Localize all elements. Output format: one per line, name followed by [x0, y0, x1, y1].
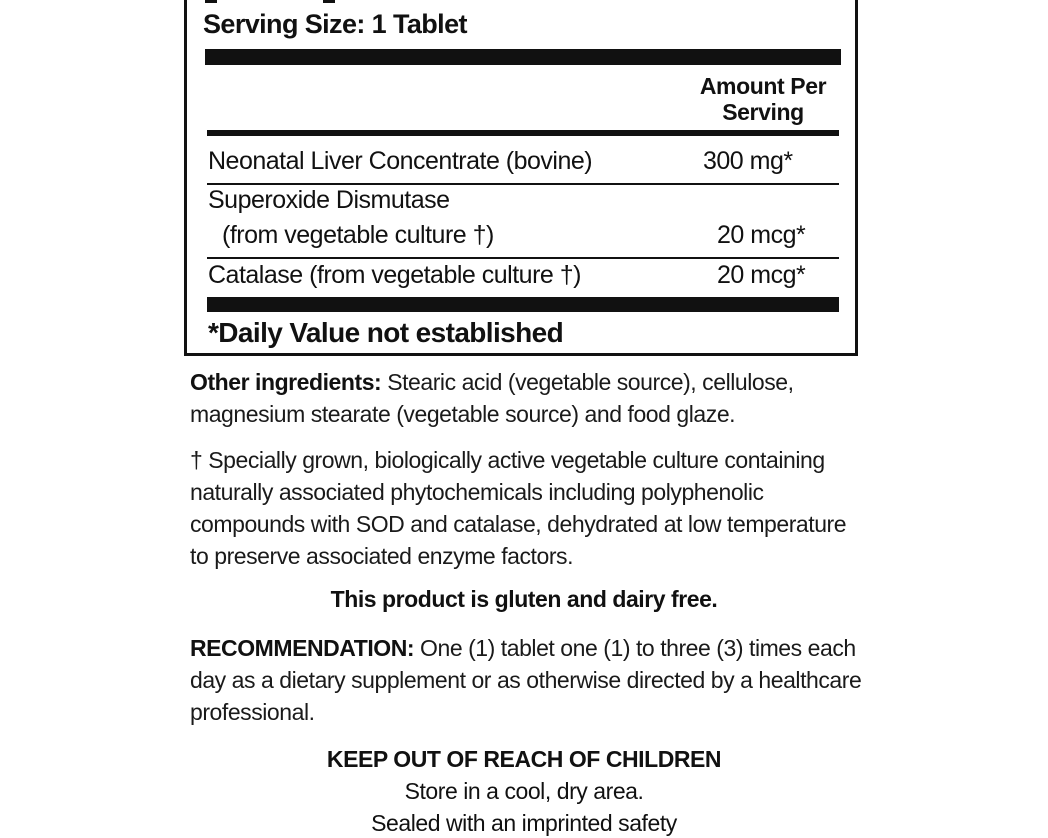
ingredient-name: Neonatal Liver Concentrate (bovine): [208, 147, 593, 175]
daily-value-note: *Daily Value not established: [208, 317, 564, 348]
other-ingredients-label: Other ingredients:: [190, 369, 382, 395]
amount-header-line: Serving: [722, 99, 804, 125]
thin-divider: [207, 257, 839, 259]
cropped-heading-fragment: [205, 0, 217, 3]
storage-instruction: Store in a cool, dry area.: [404, 778, 644, 804]
supplement-facts-panel: [184, 0, 858, 356]
thick-divider: [205, 49, 841, 65]
gluten-free-note: This product is gluten and dairy free.: [330, 586, 718, 612]
ingredient-amount: 300 mg*: [703, 147, 793, 175]
culture-footnote: † Specially grown, biologically active vegetable culture containing naturally associated phytochemicals including polyphenolic compounds with SOD and catalase, dehydrated at low temperature to preserve associated enzyme factors.: [190, 447, 847, 569]
ingredient-amount: 20 mcg*: [717, 261, 806, 289]
ingredient-amount: 20 mcg*: [717, 221, 806, 249]
recommendation-label: RECOMMENDATION:: [190, 635, 415, 661]
amount-per-serving-header: [683, 73, 843, 125]
recommendation: [190, 632, 870, 728]
medium-divider: [207, 130, 839, 136]
cropped-heading-fragment: [323, 0, 335, 3]
serving-size: Serving Size: 1 Tablet: [203, 9, 467, 39]
other-ingredients: [190, 366, 870, 430]
recommendation-text: One (1) tablet one (1) to three (3) times each day as a dietary supplement or as otherwise directed by a healthcare professional.: [190, 635, 862, 725]
ingredient-name: Catalase (from vegetable culture †): [208, 261, 581, 289]
other-ingredients-text: Stearic acid (vegetable source), cellulose, magnesium stearate (vegetable source) and food glaze.: [190, 369, 794, 427]
amount-header-line: Amount Per: [699, 73, 827, 99]
ingredient-name: Superoxide Dismutase: [208, 186, 450, 214]
keep-out-warning: KEEP OUT OF REACH OF CHILDREN: [326, 746, 722, 772]
seal-notice: Sealed with an imprinted safety: [371, 810, 677, 836]
ingredient-source: (from vegetable culture †): [222, 221, 494, 249]
thick-divider: [207, 297, 839, 312]
